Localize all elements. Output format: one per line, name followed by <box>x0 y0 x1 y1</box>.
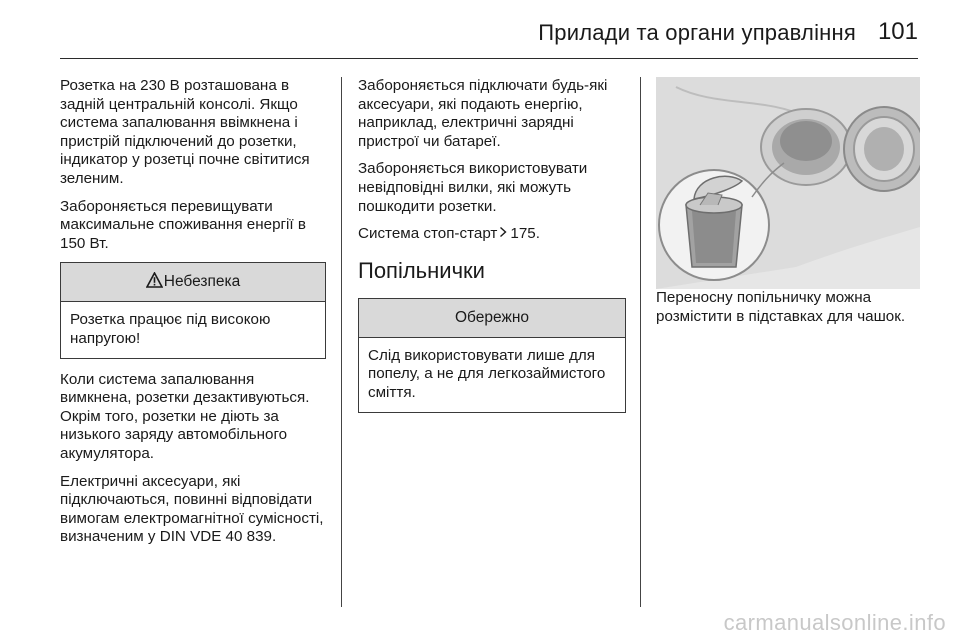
ashtray-illustration <box>656 77 920 289</box>
paragraph: Забороняється використовувати невідповідні вилки, які можуть пошкодити розетки. <box>358 160 588 215</box>
caution-box <box>358 298 626 413</box>
warning-heading <box>61 263 325 302</box>
paragraph: Розетка на 230 В розташована в задній центральній консолі. Якщо система запалювання ввімкнена і пристрій підключений до розетки, індикатор у розетці почне світитися зеленим. <box>60 77 310 187</box>
page-reference[interactable]: 175. <box>510 225 540 243</box>
section-title: Попільнички <box>358 257 485 283</box>
page-title: Прилади та органи управління <box>538 20 856 45</box>
warning-box <box>60 262 326 358</box>
warning-triangle-icon <box>146 265 163 303</box>
cross-reference-text: Система стоп-старт <box>358 225 498 243</box>
column-2 <box>358 77 626 425</box>
ref-arrow-icon <box>499 225 507 244</box>
paragraph: Електричні аксесуари, які підключаються, повинні відповідати вимогам електромагнітної сумісності, визначеним у DIN VDE 40 839. <box>60 472 324 546</box>
column-divider <box>341 77 342 607</box>
column-1 <box>60 77 326 556</box>
warning-heading-text: Небезпека <box>163 273 241 291</box>
column-divider <box>640 77 641 607</box>
column-3 <box>656 77 922 335</box>
paragraph: Забороняється перевищувати максимальне споживання енергії в 150 Вт. <box>60 197 306 252</box>
caution-text: Слід використовувати лише для попелу, а не для легкозаймистого сміття. <box>368 346 606 401</box>
cross-reference <box>358 225 626 244</box>
paragraph: Забороняється підключати будь-які аксесуари, які подають енергію, наприклад, електричні зарядні пристрої чи батареї. <box>358 77 608 150</box>
page-number: 101 <box>877 18 918 45</box>
figure-caption: Переносну попільничку можна розмістити в підставках для чашок. <box>656 289 906 325</box>
watermark: carmanualsonline.info <box>723 610 946 635</box>
caution-heading: Обережно <box>359 299 625 338</box>
warning-text: Розетка працює під високою напругою! <box>70 311 271 347</box>
page-header <box>60 0 918 59</box>
paragraph: Коли система запалювання вимкнена, розетки дезактивуються. Окрім того, розетки не діють за низького заряду автомобільного акумулятора. <box>60 370 310 462</box>
